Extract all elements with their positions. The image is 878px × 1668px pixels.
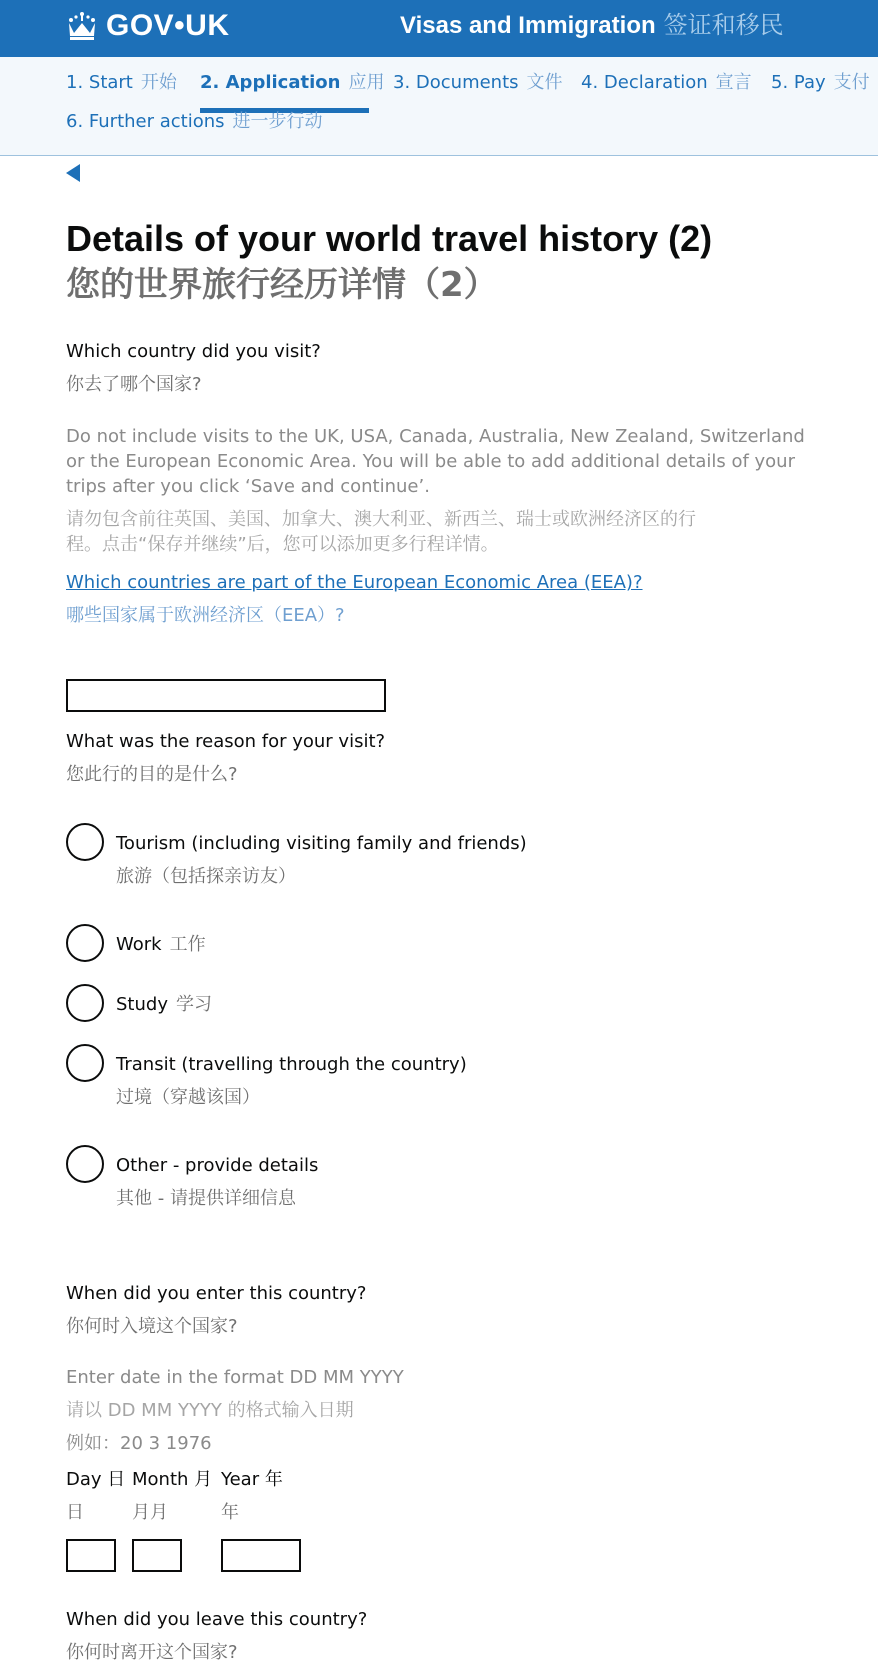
step-declaration[interactable]: 4. Declaration 宣言: [581, 72, 752, 93]
eea-countries-link[interactable]: Which countries are part of the European Economic Area (EEA)?: [66, 572, 643, 593]
date-example: 例如：20 3 1976: [66, 1433, 212, 1454]
reason-question: What was the reason for your visit?: [66, 731, 386, 752]
govuk-logo-text: GOV•UK: [106, 9, 230, 42]
enter-date-question: When did you enter this country?: [66, 1283, 367, 1304]
day-label-zh: 日: [66, 1502, 84, 1523]
radio-work[interactable]: [66, 924, 104, 962]
govuk-logo[interactable]: [66, 9, 230, 43]
step-further-actions[interactable]: 6. Further actions 进一步行动: [66, 111, 323, 132]
page-title-zh: 您的世界旅行经历详情（2）: [66, 265, 498, 305]
country-hint-line-3: trips after you click ‘Save and continue’.: [66, 476, 430, 497]
country-hint-zh-line-1: 请勿包含前往英国、美国、加拿大、澳大利亚、新西兰、瑞士或欧洲经济区的行: [66, 509, 696, 530]
radio-tourism-label-zh: 旅游（包括探亲访友）: [116, 866, 296, 887]
service-name[interactable]: [400, 12, 784, 40]
country-hint-line-1: Do not include visits to the UK, USA, Canada, Australia, New Zealand, Switzerland: [66, 426, 805, 447]
radio-transit[interactable]: [66, 1044, 104, 1082]
service-name-en: Visas and Immigration: [400, 12, 656, 39]
year-label-zh: 年: [221, 1502, 239, 1523]
radio-tourism-label[interactable]: Tourism (including visiting family and friends): [116, 833, 527, 854]
month-label-zh: 月月: [132, 1502, 168, 1523]
page-title: Details of your world travel history (2): [66, 218, 713, 259]
radio-other-label[interactable]: Other - provide details: [116, 1155, 319, 1176]
reason-question-zh: 您此行的目的是什么?: [66, 764, 238, 785]
enter-date-question-zh: 你何时入境这个国家?: [66, 1316, 238, 1337]
year-label: Year 年: [221, 1469, 283, 1490]
radio-other[interactable]: [66, 1145, 104, 1183]
govuk-header: [0, 0, 878, 57]
radio-transit-label[interactable]: Transit (travelling through the country): [116, 1054, 467, 1075]
back-arrow-icon[interactable]: [66, 164, 80, 182]
country-question: Which country did you visit?: [66, 341, 321, 362]
day-label: Day 日: [66, 1469, 126, 1490]
step-navigation: [0, 57, 878, 156]
month-label: Month 月: [132, 1469, 213, 1490]
crown-icon: [66, 11, 98, 41]
radio-work-label[interactable]: Work 工作: [116, 934, 206, 955]
date-format-hint: Enter date in the format DD MM YYYY: [66, 1367, 404, 1388]
radio-study[interactable]: [66, 984, 104, 1022]
country-question-zh: 你去了哪个国家?: [66, 374, 202, 395]
radio-other-label-zh: 其他 - 请提供详细信息: [116, 1188, 296, 1209]
step-pay[interactable]: 5. Pay 支付: [771, 72, 870, 93]
leave-date-question: When did you leave this country?: [66, 1609, 368, 1630]
radio-tourism[interactable]: [66, 823, 104, 861]
country-hint-line-2: or the European Economic Area. You will be able to add additional details of your: [66, 451, 795, 472]
service-name-zh: 签证和移民: [663, 12, 784, 39]
eea-countries-link-zh: 哪些国家属于欧洲经济区（EEA）?: [66, 605, 345, 626]
enter-year-input[interactable]: [221, 1539, 301, 1572]
enter-day-input[interactable]: [66, 1539, 116, 1572]
radio-study-label[interactable]: Study 学习: [116, 994, 212, 1015]
radio-transit-label-zh: 过境（穿越该国）: [116, 1087, 260, 1108]
step-documents[interactable]: 3. Documents 文件: [393, 72, 563, 93]
step-start[interactable]: 1. Start 开始: [66, 72, 177, 93]
country-hint-zh-line-2: 程。点击“保存并继续”后，您可以添加更多行程详情。: [66, 534, 499, 555]
enter-month-input[interactable]: [132, 1539, 182, 1572]
country-input[interactable]: [66, 679, 386, 712]
date-format-hint-zh: 请以 DD MM YYYY 的格式输入日期: [66, 1400, 354, 1421]
step-application[interactable]: 2. Application 应用: [200, 72, 385, 93]
leave-date-question-zh: 你何时离开这个国家?: [66, 1642, 238, 1663]
